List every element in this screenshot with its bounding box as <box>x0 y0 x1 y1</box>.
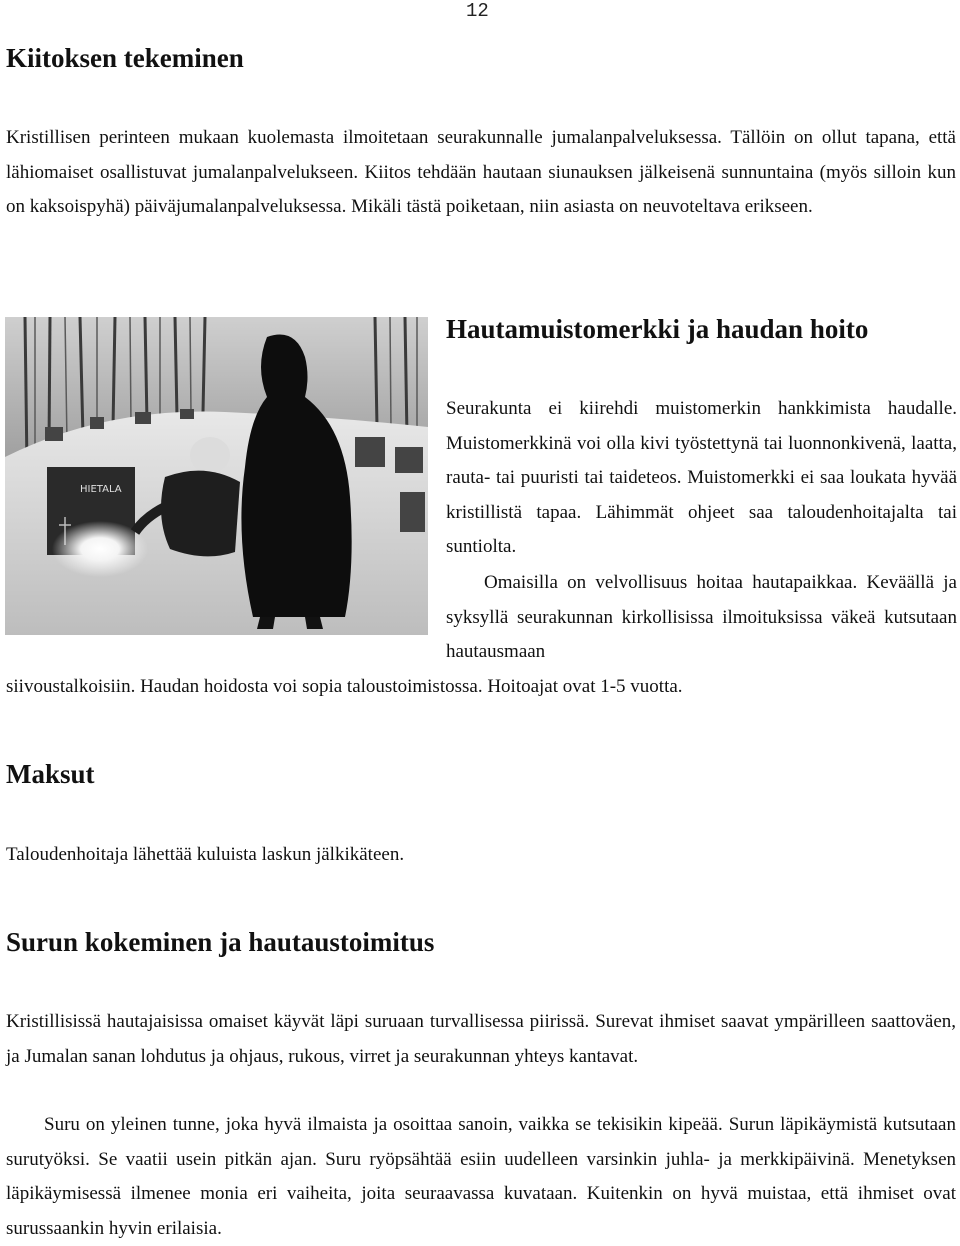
section-title-maksut: Maksut <box>6 759 95 789</box>
section-body-hautamuistomerkki: Seurakunta ei kiirehdi muistomerkin hankkimista haudalle. Muistomerkkinä voi olla kivi työstettynä tai luonnonkivenä, laatta, rauta- tai puuristi tai taideteos. Muistomerkki ei saa loukata hyvää kristillistä tapaa. Lähimmät ohjeet saa taloudenhoitajalta tai suntiolta. <box>446 398 957 558</box>
section-body-hautapaikan-hoito-cont: siivoustalkoisiin. Haudan hoidosta voi sopia taloustoimistossa. Hoitoajat ovat 1-5 vuotta. <box>6 676 683 697</box>
section-title-kiitoksen-tekeminen: Kiitoksen tekeminen <box>6 43 244 73</box>
section-body-kiitoksen-tekeminen: Kristillisen perinteen mukaan kuolemasta ilmoitetaan seurakunnalle jumalanpalveluksessa. Tällöin on ollut tapana, että lähiomaiset osallistuvat jumalanpalvelukseen. Kiitos tehdään hautaan siunauksen jälkeisenä sunnuntaina (myös silloin kun on kaksoispyhä) päiväjumalanpalveluksessa. Mikäli tästä poiketaan, niin asiasta on neuvoteltava erikseen. <box>6 127 956 217</box>
page-number: 12 <box>466 0 489 22</box>
section-body-hautapaikan-hoito: Omaisilla on velvollisuus hoitaa hautapaikkaa. Keväällä ja syksyllä seurakunnan kirkollisissa ilmoituksissa väkeä kutsutaan hautausmaan <box>446 572 957 663</box>
cemetery-photo <box>5 317 428 635</box>
section-body-maksut: Taloudenhoitaja lähettää kuluista laskun jälkikäteen. <box>6 844 405 865</box>
section-body-surun-kokeminen-2: Suru on yleinen tunne, joka hyvä ilmaista ja osoittaa sanoin, vaikka se tekisikin kipeää. Surun läpikäymistä kutsutaan surutyöksi. Se vaatii usein pitkän ajan. Suru ryöpsähtää esiin uudelleen varsinkin juhla- ja merkkipäivinä. Menetyksen läpikäymisessä ilmenee monia eri vaiheita, joita seuraavassa kuvataan. Kuitenkin on hyvä muistaa, että ihmiset ovat surussaankin hyvin erilaisia. <box>6 1114 956 1239</box>
section-title-surun-kokeminen: Surun kokeminen ja hautaustoimitus <box>6 927 435 957</box>
gravestone-text: HIETALA <box>80 484 122 495</box>
section-body-surun-kokeminen-1: Kristillisissä hautajaisissa omaiset käyvät läpi suruaan turvallisessa piirissä. Surevat ihmiset saavat ympärilleen saattoväen, ja Jumalan sanan lohdutus ja ohjaus, rukous, virret ja seurakunnan yhteys kantavat. <box>6 1011 956 1067</box>
section-title-hautamuistomerkki: Hautamuistomerkki ja haudan hoito <box>446 314 869 344</box>
